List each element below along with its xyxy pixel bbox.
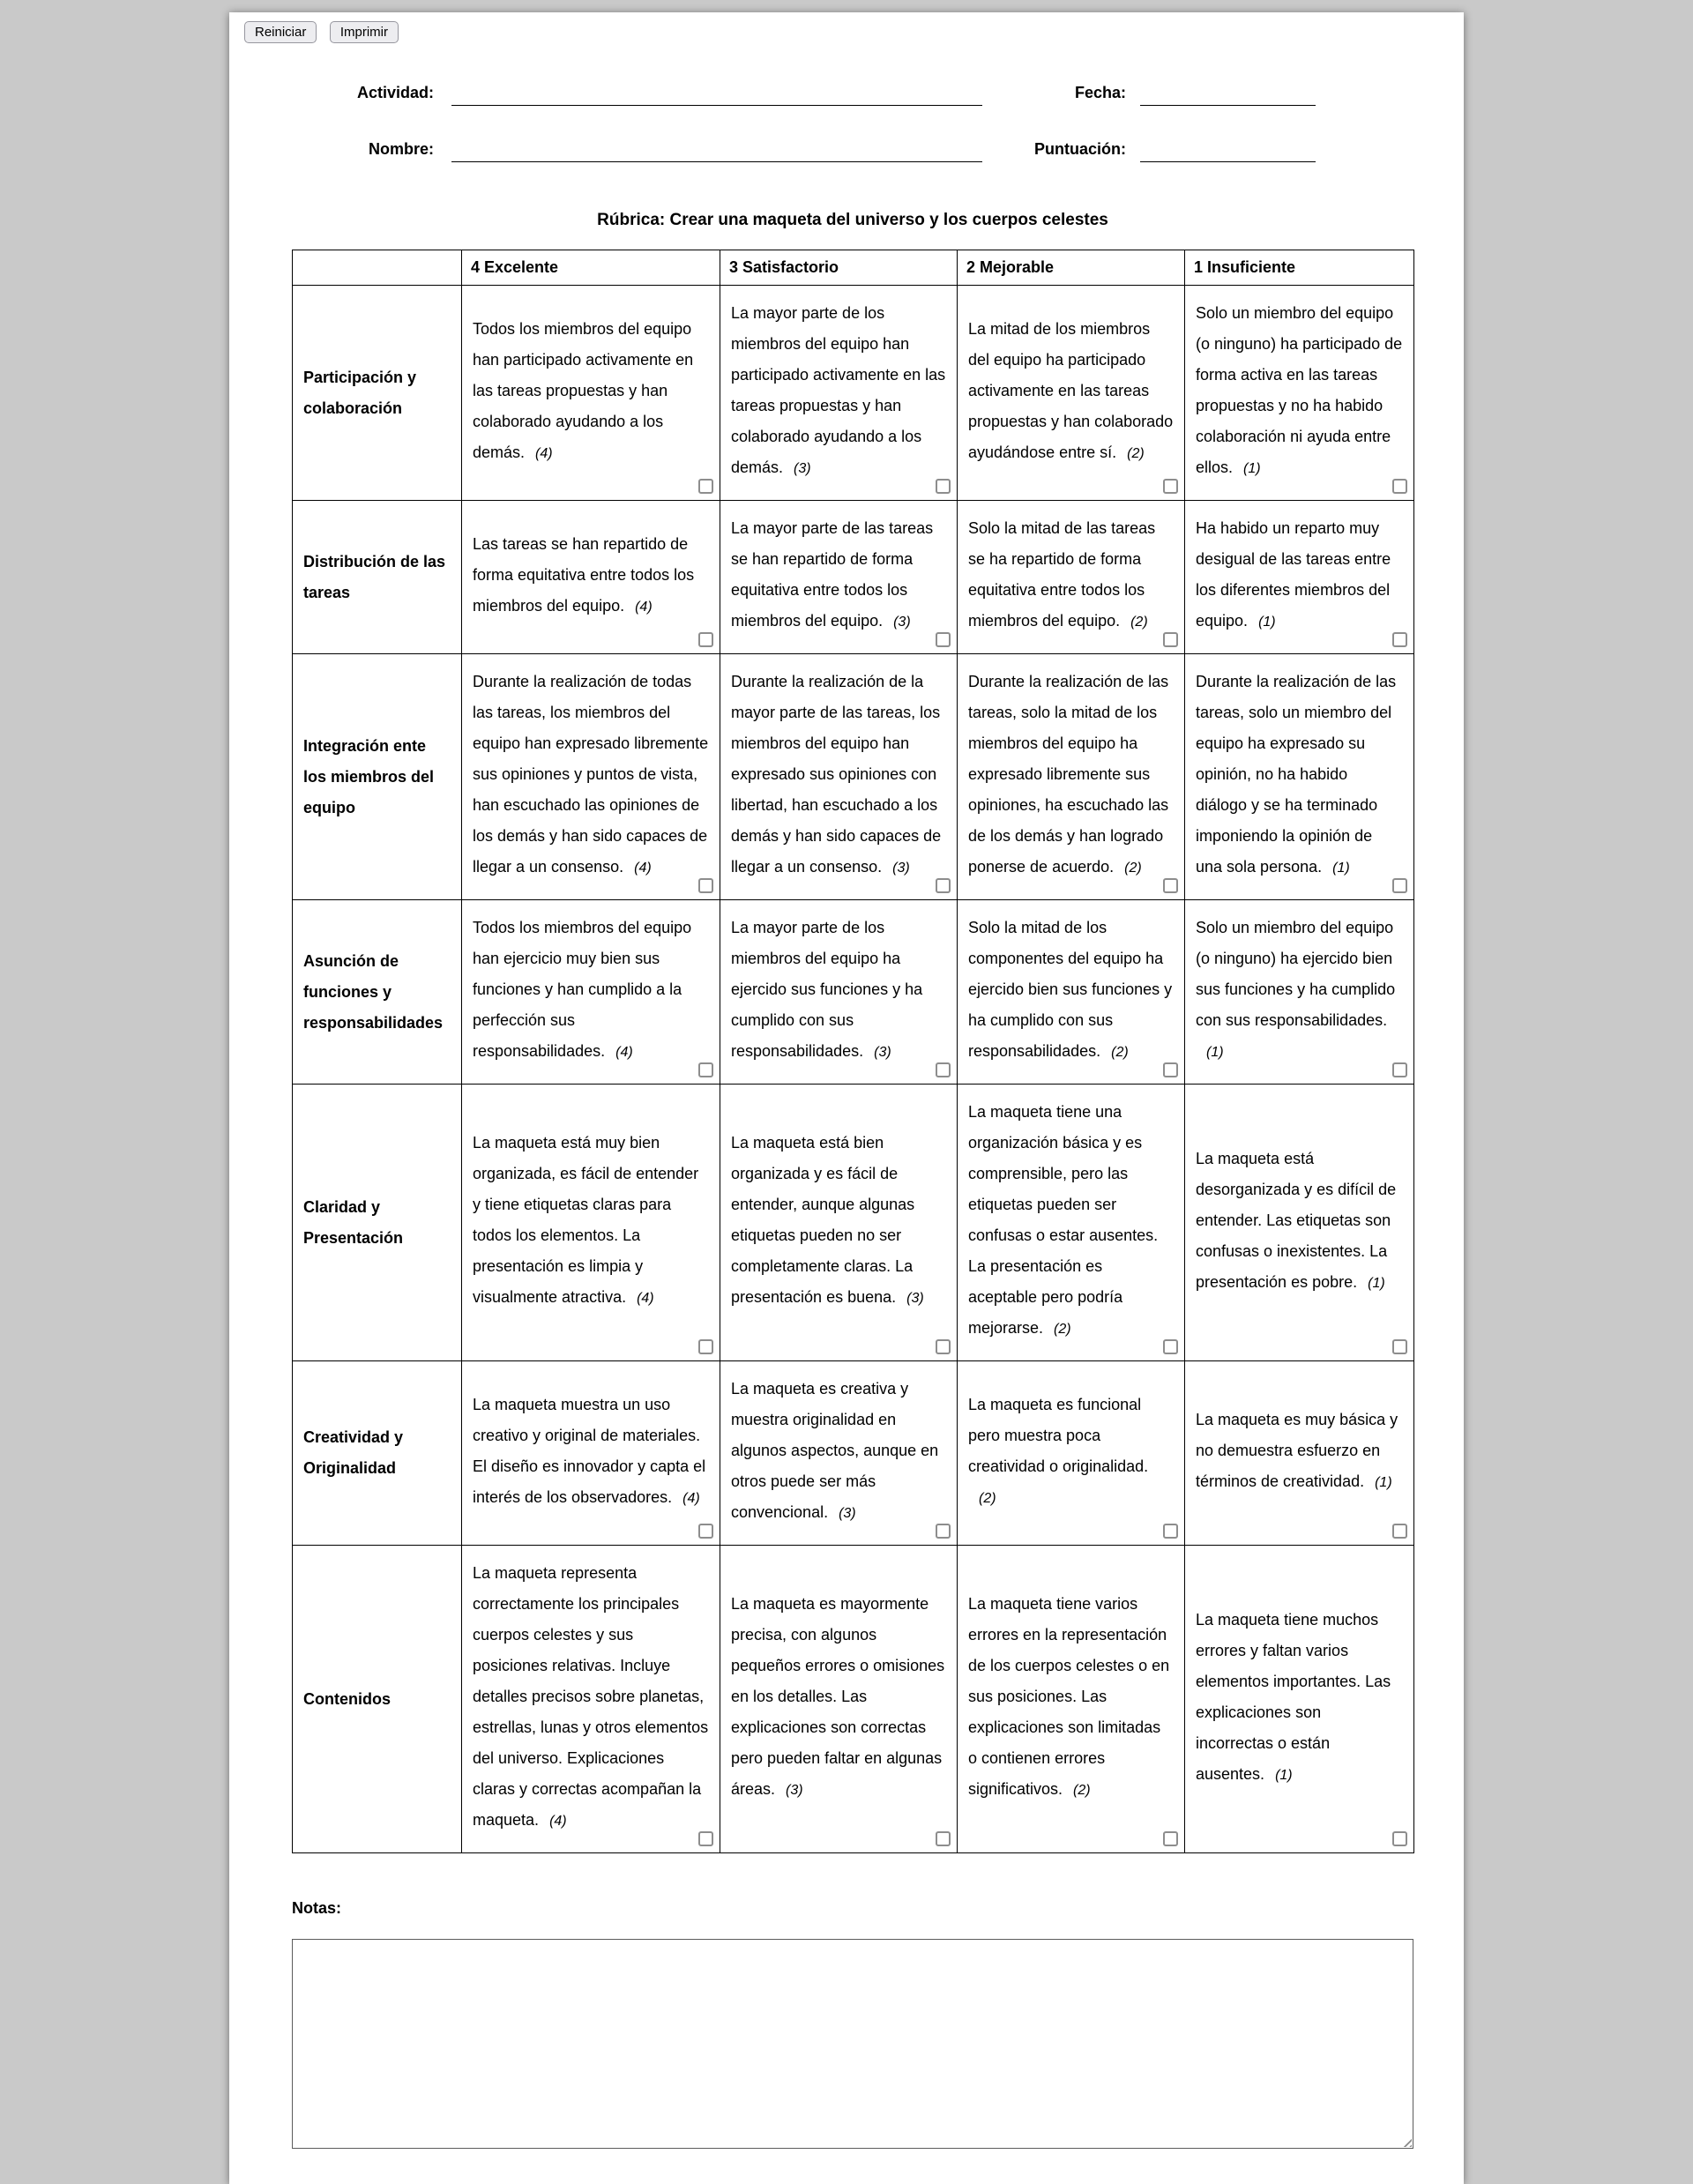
level-cell [720, 1546, 958, 1853]
table-row [293, 1085, 1414, 1361]
criterion-cell: Participación y colaboración [293, 286, 462, 501]
level-cell [462, 900, 720, 1085]
activity-label: Actividad: [356, 84, 434, 101]
level-text: La maqueta tiene una organización básica y es comprensible, pero las etiquetas pueden ser confusas o estar ausentes. La presentación es aceptable pero podría mejorarse. [968, 1103, 1159, 1337]
level-score: (1) [1243, 461, 1261, 476]
level-cell [958, 1361, 1185, 1546]
table-row [293, 286, 1414, 501]
criterion-cell: Claridad y Presentación [293, 1085, 462, 1361]
page-title: Rúbrica: Crear una maqueta del universo y los cuerpos celestes [597, 211, 1108, 229]
form-row-activity [229, 82, 1464, 108]
level-score: (3) [906, 1291, 924, 1306]
level-checkbox[interactable] [698, 1339, 713, 1354]
criterion-cell: Asunción de funciones y responsabilidades [293, 900, 462, 1085]
level-checkbox[interactable] [1163, 1062, 1178, 1077]
form-row-name [229, 138, 1464, 165]
level-checkbox[interactable] [936, 1062, 951, 1077]
level-checkbox[interactable] [1392, 1524, 1407, 1539]
score-input[interactable] [1140, 138, 1316, 162]
criterion-cell: Contenidos [293, 1546, 462, 1853]
level-text: Solo un miembro del equipo (o ninguno) ha participado de forma activa en las tareas propuestas y no ha habido colaboración ni ayuda entre ellos. [1196, 304, 1403, 476]
toolbar [229, 21, 1464, 43]
table-row [293, 900, 1414, 1085]
criterion-cell: Distribución de las tareas [293, 501, 462, 654]
level-text: La mayor parte de los miembros del equipo ha ejercido sus funciones y ha cumplido con sus responsabilidades. [731, 919, 923, 1060]
level-text: Solo la mitad de los componentes del equipo ha ejercido bien sus funciones y ha cumplido con sus responsabilidades. [968, 919, 1173, 1060]
level-score: (1) [1375, 1475, 1392, 1490]
table-row [293, 654, 1414, 900]
level-text: La maqueta tiene muchos errores y faltan varios elementos importantes. Las explicaciones son incorrectas o están ausentes. [1196, 1610, 1391, 1783]
level-score: (2) [1127, 445, 1145, 461]
level-cell [720, 1085, 958, 1361]
level-header-3: 3 Satisfactorio [720, 250, 958, 286]
level-text: La maqueta es creativa y muestra originalidad en algunos aspectos, aunque en otros puede ser más convencional. [731, 1380, 939, 1521]
form-header [229, 82, 1464, 165]
level-score: (4) [634, 861, 652, 876]
level-text: La mayor parte de las tareas se han repartido de forma equitativa entre todos los miembros del equipo. [731, 519, 934, 630]
level-score: (4) [535, 445, 553, 461]
level-score: (2) [1130, 615, 1148, 630]
level-header-4: 4 Excelente [462, 250, 720, 286]
level-checkbox[interactable] [1392, 479, 1407, 494]
level-score: (1) [1275, 1767, 1293, 1783]
level-text: Todos los miembros del equipo han ejercicio muy bien sus funciones y han cumplido a la perfección sus responsabilidades. [473, 919, 692, 1060]
level-cell [462, 286, 720, 501]
level-cell [462, 654, 720, 900]
level-text: Solo la mitad de las tareas se ha repartido de forma equitativa entre todos los miembros del equipo. [968, 519, 1156, 630]
level-text: Solo un miembro del equipo (o ninguno) ha ejercido bien sus funciones y ha cumplido con sus responsabilidades. [1196, 919, 1396, 1029]
level-checkbox[interactable] [698, 1831, 713, 1846]
level-cell [1185, 654, 1414, 900]
table-row [293, 1546, 1414, 1853]
level-text: Durante la realización de las tareas, solo la mitad de los miembros del equipo ha expresado libremente sus opiniones, ha escuchado las de los demás y han logrado ponerse de acuerdo. [968, 673, 1169, 876]
level-checkbox[interactable] [1163, 1831, 1178, 1846]
level-score: (4) [635, 599, 653, 615]
level-checkbox[interactable] [1163, 1524, 1178, 1539]
level-cell [1185, 501, 1414, 654]
level-text: La maqueta tiene varios errores en la representación de los cuerpos celestes o en sus posiciones. Las explicaciones son limitadas o contienen errores significativos. [968, 1595, 1170, 1798]
level-score: (3) [786, 1783, 803, 1798]
level-cell [1185, 1085, 1414, 1361]
level-checkbox[interactable] [1163, 878, 1178, 893]
level-text: Ha habido un reparto muy desigual de las tareas entre los diferentes miembros del equipo. [1196, 519, 1391, 630]
level-score: (1) [1258, 615, 1276, 630]
name-input[interactable] [451, 138, 982, 162]
level-checkbox[interactable] [698, 1062, 713, 1077]
level-checkbox[interactable] [936, 1831, 951, 1846]
reset-button[interactable]: Reiniciar [244, 21, 317, 43]
level-header-1: 1 Insuficiente [1185, 250, 1414, 286]
level-checkbox[interactable] [698, 1524, 713, 1539]
header-row [293, 250, 1414, 286]
level-cell [1185, 1546, 1414, 1853]
level-text: Durante la realización de las tareas, solo un miembro del equipo ha expresado su opinión, no ha habido diálogo y se ha terminado imponiendo la opinión de una sola persona. [1196, 673, 1397, 876]
criterion-header-cell [293, 250, 462, 286]
level-checkbox[interactable] [936, 479, 951, 494]
level-checkbox[interactable] [936, 878, 951, 893]
level-cell [462, 1361, 720, 1546]
level-text: La maqueta es muy básica y no demuestra esfuerzo en términos de creatividad. [1196, 1411, 1398, 1490]
level-score: (2) [1054, 1322, 1071, 1337]
level-cell [1185, 900, 1414, 1085]
level-cell [462, 501, 720, 654]
level-text: Durante la realización de todas las tareas, los miembros del equipo han expresado libremente sus opiniones y puntos de vista, han escuchado las opiniones de los demás y han sido capaces de llegar a un consenso. [473, 673, 709, 876]
level-text: La mitad de los miembros del equipo ha participado activamente en las tareas propuestas y han colaborado ayudándose entre sí. [968, 319, 1174, 461]
level-score: (3) [839, 1506, 856, 1521]
level-checkbox[interactable] [1392, 1062, 1407, 1077]
name-label: Nombre: [368, 140, 434, 158]
level-score: (3) [874, 1045, 891, 1060]
level-text: La maqueta es funcional pero muestra poca creatividad o originalidad. [968, 1395, 1149, 1475]
level-header-2: 2 Mejorable [958, 250, 1185, 286]
print-button[interactable]: Imprimir [330, 21, 399, 43]
level-checkbox[interactable] [698, 479, 713, 494]
level-score: (4) [682, 1490, 700, 1506]
level-score: (1) [1332, 861, 1350, 876]
level-checkbox[interactable] [698, 632, 713, 647]
level-cell [462, 1085, 720, 1361]
level-text: La mayor parte de los miembros del equipo han participado activamente en las tareas propuestas y han colaborado ayudando a los demás. [731, 304, 946, 476]
level-score: (4) [615, 1045, 633, 1060]
notes-textarea[interactable] [292, 1939, 1413, 2149]
level-checkbox[interactable] [936, 632, 951, 647]
level-text: La maqueta muestra un uso creativo y original de materiales. El diseño es innovador y capta el interés de los observadores. [473, 1395, 706, 1506]
level-text: Durante la realización de la mayor parte de las tareas, los miembros del equipo han expresado sus opiniones con libertad, han escuchado a los demás y han sido capaces de llegar a un consenso. [731, 673, 942, 876]
level-cell [958, 286, 1185, 501]
level-checkbox[interactable] [1392, 1339, 1407, 1354]
level-cell [720, 501, 958, 654]
level-text: La maqueta es mayormente precisa, con algunos pequeños errores o omisiones en los detalles. Las explicaciones son correctas pero pueden faltar en algunas áreas. [731, 1595, 945, 1798]
level-checkbox[interactable] [936, 1524, 951, 1539]
level-score: (1) [1368, 1275, 1385, 1291]
level-cell [958, 900, 1185, 1085]
level-score: (2) [1111, 1045, 1129, 1060]
level-checkbox[interactable] [1392, 632, 1407, 647]
level-cell [958, 501, 1185, 654]
level-checkbox[interactable] [1163, 1339, 1178, 1354]
level-cell [958, 1085, 1185, 1361]
level-text: La maqueta está muy bien organizada, es fácil de entender y tiene etiquetas claras para todos los elementos. La presentación es limpia y visualmente atractiva. [473, 1134, 699, 1306]
level-score: (2) [979, 1490, 996, 1506]
level-checkbox[interactable] [1392, 1831, 1407, 1846]
level-text: La maqueta está desorganizada y es difícil de entender. Las etiquetas son confusas o inexistentes. La presentación es pobre. [1196, 1149, 1397, 1291]
level-score: (3) [892, 861, 910, 876]
notes-label: Notas: [292, 1899, 342, 1917]
level-checkbox[interactable] [1163, 479, 1178, 494]
table-row [293, 501, 1414, 654]
date-label: Fecha: [1074, 84, 1126, 101]
level-cell [462, 1546, 720, 1853]
level-score: (3) [893, 615, 911, 630]
level-cell [720, 286, 958, 501]
level-checkbox[interactable] [936, 1339, 951, 1354]
level-score: (2) [1124, 861, 1142, 876]
level-text: Las tareas se han repartido de forma equitativa entre todos los miembros del equipo. [473, 534, 695, 615]
level-text: La maqueta está bien organizada y es fácil de entender, aunque algunas etiquetas pueden no ser completamente claras. La presentación es buena. [731, 1134, 915, 1306]
level-score: (4) [637, 1291, 654, 1306]
activity-input[interactable] [451, 82, 982, 106]
level-cell [1185, 286, 1414, 501]
level-score: (2) [1073, 1783, 1091, 1798]
level-score: (3) [794, 461, 811, 476]
level-cell [720, 654, 958, 900]
date-input[interactable] [1140, 82, 1316, 106]
level-cell [958, 654, 1185, 900]
level-text: La maqueta representa correctamente los principales cuerpos celestes y sus posiciones relativas. Incluye detalles precisos sobre planetas, estrellas, lunas y otros elementos del universo. Explicaciones claras y correctas acompañan la maqueta. [473, 1564, 709, 1829]
level-cell [958, 1546, 1185, 1853]
score-label: Puntuación: [1034, 140, 1126, 158]
level-text: Todos los miembros del equipo han participado activamente en las tareas propuestas y han colaborado ayudando a los demás. [473, 319, 694, 461]
table-row [293, 1361, 1414, 1546]
notes-area [292, 1939, 1413, 2149]
level-cell [720, 900, 958, 1085]
criterion-cell: Integración ente los miembros del equipo [293, 654, 462, 900]
level-score: (1) [1206, 1045, 1224, 1060]
level-checkbox[interactable] [698, 878, 713, 893]
level-cell [1185, 1361, 1414, 1546]
level-checkbox[interactable] [1392, 878, 1407, 893]
rubric-table [292, 250, 1414, 1853]
criterion-cell: Creatividad y Originalidad [293, 1361, 462, 1546]
level-checkbox[interactable] [1163, 632, 1178, 647]
level-cell [720, 1361, 958, 1546]
page-paper [229, 12, 1464, 2184]
level-score: (4) [549, 1814, 567, 1829]
